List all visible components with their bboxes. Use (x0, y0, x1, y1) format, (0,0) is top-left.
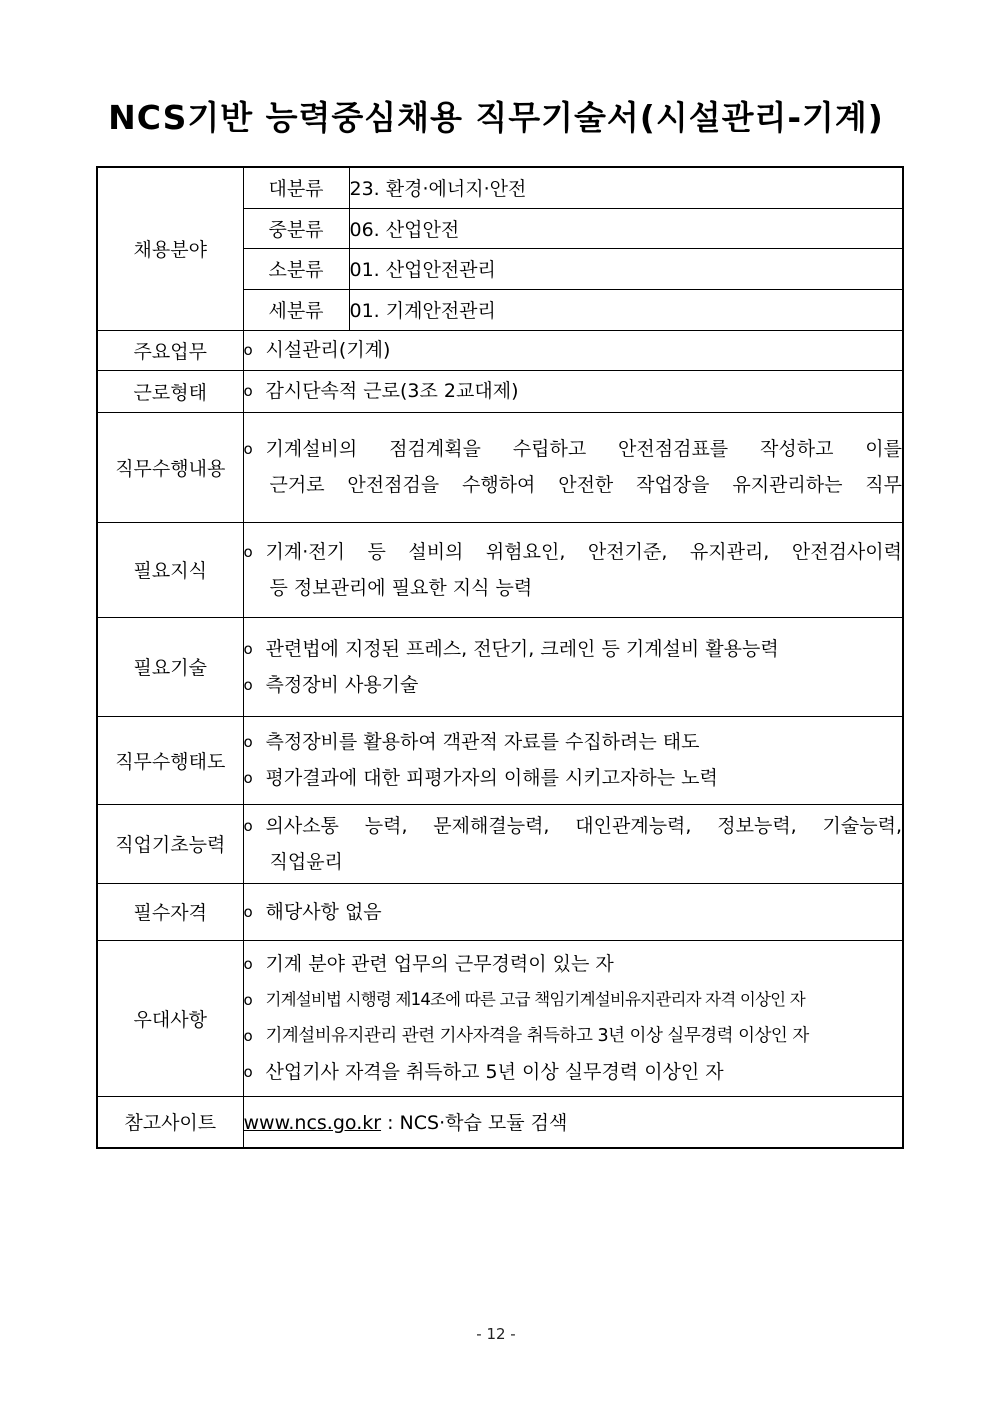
middle-class-value: 06. 산업안전 (349, 208, 903, 248)
qualification-label: 필수자격 (97, 883, 243, 940)
main-duty-row (97, 330, 903, 370)
duty-content-line-1: 기계설비의 점검계획을 수립하고 안전점검표를 작성하고 이를 (265, 438, 902, 460)
attitude-text: 평가결과에 대한 피평가자의 이해를 시키고자하는 노력 (265, 767, 718, 789)
basic-ability-row (97, 804, 903, 883)
preference-text: 산업기사 자격을 취득하고 5년 이상 실무경력 이상인 자 (265, 1061, 724, 1083)
main-duty-label: 주요업무 (97, 330, 243, 370)
sub-class-value: 01. 기계안전관리 (349, 289, 903, 330)
preference-row (97, 940, 903, 1096)
knowledge-row (97, 522, 903, 617)
reference-label: 참고사이트 (97, 1096, 243, 1148)
basic-ability-line-1: 의사소통 능력, 문제해결능력, 대인관계능력, 정보능력, 기술능력, (265, 814, 902, 837)
skill-text: 관련법에 지정된 프레스, 전단기, 크레인 등 기계설비 활용능력 (265, 637, 779, 660)
bullet-marker: o (243, 769, 253, 787)
bullet-marker: o (243, 816, 253, 835)
reference-row (97, 1096, 903, 1148)
list-item (244, 1018, 903, 1054)
qualification-text: 해당사항 없음 (265, 900, 382, 923)
skill-text: 측정장비 사용기술 (265, 673, 419, 696)
preference-text: 기계설비유지관리 관련 기사자격을 취득하고 3년 이상 실무경력 이상인 자 (265, 1026, 809, 1046)
bullet-marker: o (243, 675, 253, 694)
bullet-marker: o (243, 991, 253, 1009)
knowledge-label: 필요지식 (97, 522, 243, 617)
attitude-row (97, 716, 903, 804)
list-item (244, 760, 903, 796)
minor-class-value: 01. 산업안전관리 (349, 248, 903, 289)
basic-ability-label: 직업기초능력 (97, 804, 243, 883)
duty-content-label: 직무수행내용 (97, 412, 243, 522)
bullet-marker: o (243, 440, 253, 458)
knowledge-line-2: 등 정보관리에 필요한 지식 능력 (269, 576, 533, 599)
list-item (244, 631, 903, 667)
preference-text: 기계 분야 관련 업무의 근무경력이 있는 자 (265, 953, 614, 975)
qualification-row (97, 883, 903, 940)
page-number: - 12 - (476, 1325, 516, 1343)
bullet-marker: o (243, 382, 253, 400)
work-type-label: 근로형태 (97, 370, 243, 412)
bullet-marker: o (243, 733, 253, 751)
bullet-marker: o (243, 341, 253, 359)
list-item (244, 946, 903, 982)
basic-ability-line-2: 직업윤리 (269, 850, 343, 873)
skills-row (97, 617, 903, 716)
bullet-marker: o (243, 955, 253, 973)
sub-class-label: 세분류 (243, 289, 349, 330)
list-item (244, 724, 903, 760)
bullet-marker: o (243, 639, 253, 658)
main-duty-text: 시설관리(기계) (265, 339, 391, 361)
skills-label: 필요기술 (97, 617, 243, 716)
attitude-label: 직무수행태도 (97, 716, 243, 804)
bullet-marker: o (243, 542, 253, 561)
preference-text: 기계설비법 시행령 제14조에 따른 고급 책임기계설비유지관리자 자격 이상인 자 (265, 990, 805, 1009)
bullet-marker: o (243, 1063, 253, 1081)
minor-class-label: 소분류 (243, 248, 349, 289)
job-description-table (96, 166, 904, 1149)
duty-content-row (97, 412, 903, 522)
recruit-field-row-1 (97, 167, 903, 208)
document-title: NCS기반 능력중심채용 직무기술서(시설관리-기계) (108, 98, 884, 137)
reference-text: : NCS·학습 모듈 검색 (387, 1112, 568, 1135)
list-item (244, 1054, 903, 1090)
knowledge-line-1: 기계·전기 등 설비의 위험요인, 안전기준, 유지관리, 안전검사이력 (265, 540, 902, 563)
middle-class-label: 중분류 (243, 208, 349, 248)
ncs-site-link[interactable]: www.ncs.go.kr (243, 1112, 382, 1135)
duty-content-line-2: 근거로 안전점검을 수행하여 안전한 작업장을 유지관리하는 직무 (269, 474, 902, 496)
list-item (244, 667, 903, 703)
work-type-row (97, 370, 903, 412)
recruit-field-label: 채용분야 (97, 167, 243, 330)
major-class-value: 23. 환경·에너지·안전 (349, 167, 903, 208)
bullet-marker: o (243, 902, 253, 921)
list-item (244, 982, 903, 1018)
work-type-text: 감시단속적 근로(3조 2교대제) (265, 380, 519, 402)
bullet-marker: o (243, 1027, 253, 1045)
preference-label: 우대사항 (97, 940, 243, 1096)
attitude-text: 측정장비를 활용하여 객관적 자료를 수집하려는 태도 (265, 731, 700, 753)
major-class-label: 대분류 (243, 167, 349, 208)
